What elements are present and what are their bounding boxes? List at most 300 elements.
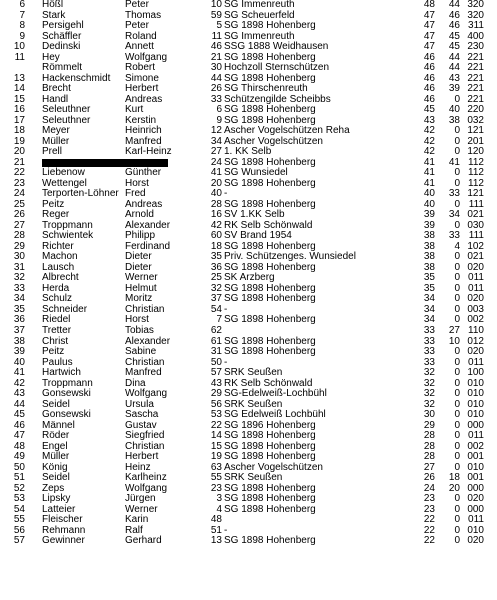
table-row <box>0 536 497 547</box>
start-number-cell: 23 <box>210 482 222 494</box>
first-name-cell: Alexander <box>125 335 171 347</box>
start-number-cell: 19 <box>210 451 222 463</box>
series-code-cell: 230 <box>467 41 484 53</box>
last-name-cell: Schulz <box>42 293 73 305</box>
last-name-cell: Stark <box>42 9 66 21</box>
series-code-cell: 100 <box>467 367 484 379</box>
score-cell: 32 <box>423 367 435 379</box>
series-code-cell: 112 <box>468 167 484 179</box>
rank-cell: 28 <box>13 230 25 242</box>
rank-cell: 52 <box>13 482 25 494</box>
club-cell: - <box>224 303 228 315</box>
club-cell: SG 1898 Hohenberg <box>224 440 316 452</box>
inner-tens-cell: 0 <box>454 251 460 263</box>
start-number-cell: 50 <box>210 356 222 368</box>
inner-tens-cell: 34 <box>448 209 460 221</box>
first-name-cell: Sascha <box>125 409 159 421</box>
club-cell: SG 1898 Hohenberg <box>224 177 316 189</box>
last-name-cell: Herda <box>42 282 70 294</box>
last-name-cell: Schwientek <box>42 230 94 242</box>
last-name-cell: Machon <box>42 251 78 263</box>
series-code-cell: 010 <box>467 377 484 389</box>
last-name-cell: Lipsky <box>42 493 71 505</box>
club-cell: SG 1898 Hohenberg <box>224 293 316 305</box>
rank-cell: 30 <box>13 251 25 263</box>
rank-cell: 41 <box>13 367 25 379</box>
last-name-cell: Männel <box>42 419 75 431</box>
score-cell: 32 <box>423 377 435 389</box>
inner-tens-cell: 4 <box>454 240 460 252</box>
inner-tens-cell: 43 <box>448 72 460 84</box>
series-code-cell: 021 <box>467 209 484 221</box>
club-cell: 1. KK Selb <box>224 146 272 158</box>
start-number-cell: 10 <box>210 0 222 10</box>
inner-tens-cell: 0 <box>454 293 460 305</box>
start-number-cell: 29 <box>210 388 222 400</box>
rank-cell: 51 <box>13 472 25 484</box>
series-code-cell: 121 <box>467 188 484 200</box>
first-name-cell: Heinrich <box>125 125 162 137</box>
rank-cell: 48 <box>13 440 25 452</box>
club-cell: SG 1898 Hohenberg <box>224 482 316 494</box>
club-cell: SG 1898 Hohenberg <box>224 493 316 505</box>
inner-tens-cell: 0 <box>454 514 460 526</box>
score-cell: 23 <box>423 493 435 505</box>
first-name-cell: Herbert <box>125 83 159 95</box>
first-name-cell: Simone <box>125 72 159 84</box>
last-name-cell: Lausch <box>42 261 75 273</box>
score-cell: 22 <box>423 514 435 526</box>
rank-cell: 15 <box>13 93 25 105</box>
first-name-cell: Karin <box>125 514 149 526</box>
inner-tens-cell: 0 <box>454 303 460 315</box>
score-cell: 38 <box>423 230 435 242</box>
table-row <box>0 368 497 379</box>
table-row <box>0 21 497 32</box>
rank-cell: 44 <box>13 398 25 410</box>
score-cell: 33 <box>423 324 435 336</box>
first-name-cell: Christian <box>125 440 165 452</box>
club-cell: SG Wunsiedel <box>224 167 288 179</box>
rank-cell: 23 <box>13 177 25 189</box>
first-name-cell: Helmut <box>125 282 157 294</box>
start-number-cell: 11 <box>211 30 222 42</box>
inner-tens-cell: 0 <box>454 356 460 368</box>
rank-cell: 32 <box>13 272 25 284</box>
first-name-cell: Karlheinz <box>125 472 167 484</box>
club-cell: SG 1898 Hohenberg <box>224 335 316 347</box>
score-cell: 28 <box>423 440 435 452</box>
score-cell: 41 <box>423 177 435 189</box>
last-name-cell: Engel <box>42 440 68 452</box>
club-cell: SG Thirschenreuth <box>224 83 308 95</box>
last-name-cell: Fleischer <box>42 514 83 526</box>
rank-cell: 31 <box>13 261 25 273</box>
club-cell: SG 1898 Hohenberg <box>224 72 316 84</box>
series-code-cell: 320 <box>467 0 484 10</box>
score-cell: 24 <box>423 482 435 494</box>
series-code-cell: 111 <box>468 230 484 242</box>
start-number-cell: 25 <box>210 272 222 284</box>
inner-tens-cell: 38 <box>448 114 460 126</box>
start-number-cell: 43 <box>210 377 222 389</box>
inner-tens-cell: 0 <box>454 524 460 536</box>
start-number-cell: 60 <box>210 230 222 242</box>
inner-tens-cell: 0 <box>454 377 460 389</box>
inner-tens-cell: 46 <box>448 9 460 21</box>
series-code-cell: 000 <box>467 482 484 494</box>
series-code-cell: 011 <box>468 514 484 526</box>
rank-cell: 24 <box>13 188 25 200</box>
start-number-cell: 6 <box>216 104 222 116</box>
table-row <box>0 347 497 358</box>
club-cell: SG 1898 Hohenberg <box>224 156 316 168</box>
start-number-cell: 22 <box>210 419 222 431</box>
last-name-cell: Tretter <box>42 324 72 336</box>
club-cell: SG 1898 Hohenberg <box>224 104 316 116</box>
last-name-cell: Riedel <box>42 314 71 326</box>
club-cell: SG 1898 Hohenberg <box>224 451 316 463</box>
score-cell: 28 <box>423 451 435 463</box>
score-cell: 48 <box>423 0 435 10</box>
score-cell: 35 <box>423 282 435 294</box>
club-cell: SG 1896 Hohenberg <box>224 419 316 431</box>
inner-tens-cell: 0 <box>454 461 460 473</box>
club-cell: SG 1898 Hohenberg <box>224 503 316 515</box>
start-number-cell: 35 <box>210 251 222 263</box>
series-code-cell: 000 <box>467 419 484 431</box>
start-number-cell: 18 <box>210 240 222 252</box>
score-cell: 42 <box>423 125 435 137</box>
last-name-cell: Terporten-Löhner <box>42 188 119 200</box>
score-cell: 40 <box>423 198 435 210</box>
series-code-cell: 020 <box>467 293 484 305</box>
inner-tens-cell: 33 <box>448 230 460 242</box>
last-name-cell: Schneider <box>42 303 88 315</box>
first-name-cell: Ursula <box>125 398 154 410</box>
start-number-cell: 48 <box>210 514 222 526</box>
start-number-cell: 4 <box>216 503 222 515</box>
start-number-cell: 36 <box>210 261 222 273</box>
first-name-cell: Horst <box>125 314 149 326</box>
rank-cell: 56 <box>13 524 25 536</box>
series-code-cell: 311 <box>468 20 484 32</box>
club-cell: SRK Seußen <box>224 367 283 379</box>
club-cell: SG Immenreuth <box>224 0 295 10</box>
inner-tens-cell: 27 <box>448 324 460 336</box>
first-name-cell: Arnold <box>125 209 154 221</box>
inner-tens-cell: 0 <box>454 261 460 273</box>
first-name-cell: Wolfgang <box>125 482 168 494</box>
inner-tens-cell: 45 <box>448 30 460 42</box>
rank-cell: 21 <box>13 156 25 168</box>
last-name-cell: Peitz <box>42 346 65 358</box>
club-cell: SG 1898 Hohenberg <box>224 261 316 273</box>
series-code-cell: 221 <box>467 62 484 74</box>
inner-tens-cell: 0 <box>454 146 460 158</box>
series-code-cell: 001 <box>467 472 484 484</box>
first-name-cell: Werner <box>125 272 158 284</box>
series-code-cell: 400 <box>467 30 484 42</box>
club-cell: SG 1898 Hohenberg <box>224 20 316 32</box>
series-code-cell: 011 <box>468 282 484 294</box>
inner-tens-cell: 45 <box>448 41 460 53</box>
club-cell: Ascher Vogelschützen Reha <box>224 125 350 137</box>
last-name-cell: Troppmann <box>42 377 93 389</box>
inner-tens-cell: 0 <box>454 125 460 137</box>
inner-tens-cell: 0 <box>454 135 460 147</box>
start-number-cell: 30 <box>210 62 222 74</box>
series-code-cell: 030 <box>467 219 484 231</box>
last-name-cell: Müller <box>42 135 70 147</box>
rank-cell: 18 <box>13 125 25 137</box>
score-cell: 38 <box>423 240 435 252</box>
last-name-cell: Rehmann <box>42 524 86 536</box>
first-name-cell: Peter <box>125 20 149 32</box>
first-name-cell: Werner <box>125 503 158 515</box>
table-row <box>0 42 497 53</box>
first-name-cell: Sabine <box>125 346 157 358</box>
inner-tens-cell: 44 <box>448 62 460 74</box>
club-cell: RK Selb Schönwald <box>224 377 313 389</box>
last-name-cell: Troppmann <box>42 219 93 231</box>
club-cell: SG 1898 Hohenberg <box>224 240 316 252</box>
score-cell: 22 <box>423 535 435 547</box>
score-cell: 46 <box>423 72 435 84</box>
inner-tens-cell: 0 <box>454 93 460 105</box>
rank-cell: 7 <box>19 9 25 21</box>
score-cell: 39 <box>423 209 435 221</box>
table-row <box>0 326 497 337</box>
start-number-cell: 34 <box>210 135 222 147</box>
series-code-cell: 221 <box>467 93 484 105</box>
redaction-bar <box>42 159 168 168</box>
rank-cell: 29 <box>13 240 25 252</box>
start-number-cell: 24 <box>210 156 222 168</box>
last-name-cell: König <box>42 461 68 473</box>
last-name-cell: Meyer <box>42 125 70 137</box>
rank-cell: 50 <box>13 461 25 473</box>
last-name-cell: Seidel <box>42 398 70 410</box>
club-cell: SG 1898 Hohenberg <box>224 114 316 126</box>
start-number-cell: 12 <box>210 125 222 137</box>
inner-tens-cell: 0 <box>454 367 460 379</box>
series-code-cell: 020 <box>467 346 484 358</box>
series-code-cell: 221 <box>467 51 484 63</box>
series-code-cell: 221 <box>467 72 484 84</box>
score-cell: 42 <box>423 146 435 158</box>
first-name-cell: Dieter <box>125 261 152 273</box>
last-name-cell: Handl <box>42 93 69 105</box>
table-row <box>0 315 497 326</box>
club-cell: - <box>224 524 228 536</box>
club-cell: SK Arzberg <box>224 272 275 284</box>
start-number-cell: 5 <box>216 20 222 32</box>
start-number-cell: 26 <box>210 83 222 95</box>
last-name-cell: Müller <box>42 451 70 463</box>
rank-cell: 57 <box>13 535 25 547</box>
start-number-cell: 15 <box>210 440 222 452</box>
club-cell: Schützengilde Scheibbs <box>224 93 331 105</box>
rank-cell: 27 <box>13 219 25 231</box>
start-number-cell: 27 <box>210 146 222 158</box>
score-cell: 38 <box>423 251 435 263</box>
first-name-cell: Peter <box>125 0 149 10</box>
first-name-cell: Dieter <box>125 251 152 263</box>
score-cell: 45 <box>423 104 435 116</box>
first-name-cell: Günther <box>125 167 162 179</box>
inner-tens-cell: 0 <box>454 451 460 463</box>
series-code-cell: 032 <box>467 114 484 126</box>
first-name-cell: Christian <box>125 356 165 368</box>
last-name-cell: Röder <box>42 430 70 442</box>
inner-tens-cell: 0 <box>454 493 460 505</box>
inner-tens-cell: 44 <box>448 0 460 10</box>
rank-cell: 43 <box>13 388 25 400</box>
score-cell: 26 <box>423 472 435 484</box>
score-cell: 47 <box>423 41 435 53</box>
score-cell: 34 <box>423 314 435 326</box>
first-name-cell: Tobias <box>125 324 154 336</box>
score-cell: 47 <box>423 20 435 32</box>
rank-cell: 19 <box>13 135 25 147</box>
start-number-cell: 51 <box>210 524 222 536</box>
score-cell: 30 <box>423 409 435 421</box>
score-cell: 42 <box>423 135 435 147</box>
last-name-cell: Paulus <box>42 356 73 368</box>
rank-cell: 53 <box>13 493 25 505</box>
inner-tens-cell: 0 <box>454 535 460 547</box>
club-cell: SG 1898 Hohenberg <box>224 535 316 547</box>
rank-cell: 42 <box>13 377 25 389</box>
series-code-cell: 010 <box>467 461 484 473</box>
first-name-cell: Roland <box>125 30 157 42</box>
first-name-cell: Christian <box>125 303 165 315</box>
series-code-cell: 011 <box>468 272 484 284</box>
first-name-cell: Heinz <box>125 461 151 473</box>
club-cell: RK Selb Schönwald <box>224 219 313 231</box>
last-name-cell: Latteier <box>42 503 76 515</box>
last-name-cell: Dedinski <box>42 41 81 53</box>
score-cell: 43 <box>423 114 435 126</box>
score-cell: 29 <box>423 419 435 431</box>
series-code-cell: 111 <box>468 198 484 210</box>
series-code-cell: 002 <box>467 314 484 326</box>
inner-tens-cell: 0 <box>454 198 460 210</box>
score-cell: 46 <box>423 62 435 74</box>
club-cell: Hochzoll Sternschützen <box>224 62 330 74</box>
start-number-cell: 59 <box>210 9 222 21</box>
last-name-cell: Hartwich <box>42 367 81 379</box>
inner-tens-cell: 0 <box>454 430 460 442</box>
rank-cell: 34 <box>13 293 25 305</box>
series-code-cell: 201 <box>467 135 484 147</box>
rank-cell: 25 <box>13 198 25 210</box>
series-code-cell: 012 <box>467 335 484 347</box>
last-name-cell: Gonsewski <box>42 409 91 421</box>
score-cell: 38 <box>423 261 435 273</box>
inner-tens-cell: 0 <box>454 419 460 431</box>
start-number-cell: 37 <box>210 293 222 305</box>
first-name-cell: Philipp <box>125 230 156 242</box>
start-number-cell: 54 <box>210 303 222 315</box>
inner-tens-cell: 0 <box>454 314 460 326</box>
score-cell: 27 <box>423 461 435 473</box>
club-cell: SV Brand 1954 <box>224 230 292 242</box>
inner-tens-cell: 44 <box>448 51 460 63</box>
start-number-cell: 55 <box>210 472 222 484</box>
start-number-cell: 3 <box>216 493 222 505</box>
score-cell: 32 <box>423 398 435 410</box>
rank-cell: 26 <box>13 209 25 221</box>
inner-tens-cell: 0 <box>454 346 460 358</box>
rank-cell: 33 <box>13 282 25 294</box>
last-name-cell: Brecht <box>42 83 71 95</box>
last-name-cell: Seleuthner <box>42 114 91 126</box>
score-cell: 28 <box>423 430 435 442</box>
score-cell: 40 <box>423 188 435 200</box>
club-cell: SG 1898 Hohenberg <box>224 314 316 326</box>
score-cell: 46 <box>423 51 435 63</box>
club-cell: Ascher Vogelschützen <box>224 135 323 147</box>
start-number-cell: 62 <box>210 324 222 336</box>
first-name-cell: Wolfgang <box>125 51 168 63</box>
rank-cell: 39 <box>13 346 25 358</box>
last-name-cell: Liebenow <box>42 167 85 179</box>
rank-cell: 6 <box>19 0 25 10</box>
series-code-cell: 021 <box>467 251 484 263</box>
series-code-cell: 020 <box>467 535 484 547</box>
series-code-cell: 011 <box>468 356 484 368</box>
series-code-cell: 010 <box>467 388 484 400</box>
inner-tens-cell: 0 <box>454 219 460 231</box>
first-name-cell: Wolfgang <box>125 388 168 400</box>
score-cell: 47 <box>423 9 435 21</box>
series-code-cell: 001 <box>467 451 484 463</box>
last-name-cell: Seidel <box>42 472 70 484</box>
score-cell: 22 <box>423 524 435 536</box>
club-cell: SG 1898 Hohenberg <box>224 430 316 442</box>
start-number-cell: 57 <box>210 367 222 379</box>
series-code-cell: 220 <box>467 104 484 116</box>
inner-tens-cell: 0 <box>454 440 460 452</box>
score-cell: 34 <box>423 293 435 305</box>
last-name-cell: Gewinner <box>42 535 85 547</box>
start-number-cell: 28 <box>210 198 222 210</box>
rank-cell: 49 <box>13 451 25 463</box>
last-name-cell: Schäffler <box>42 30 82 42</box>
start-number-cell: 13 <box>210 535 222 547</box>
rank-cell: 13 <box>13 72 25 84</box>
series-code-cell: 010 <box>467 409 484 421</box>
start-number-cell: 56 <box>210 398 222 410</box>
first-name-cell: Jürgen <box>125 493 156 505</box>
rank-cell: 54 <box>13 503 25 515</box>
rank-cell: 38 <box>13 335 25 347</box>
inner-tens-cell: 41 <box>448 156 460 168</box>
club-cell: SG Scheuerfeld <box>224 9 295 21</box>
first-name-cell: Manfred <box>125 135 162 147</box>
start-number-cell: 32 <box>210 282 222 294</box>
club-cell: SG-Edelweiß-Lochbühl <box>224 388 327 400</box>
rank-cell: 14 <box>13 83 25 95</box>
inner-tens-cell: 0 <box>454 503 460 515</box>
score-cell: 47 <box>423 30 435 42</box>
rank-cell: 40 <box>13 356 25 368</box>
club-cell: - <box>224 356 228 368</box>
last-name-cell: Wettengel <box>42 177 87 189</box>
series-code-cell: 320 <box>467 9 484 21</box>
